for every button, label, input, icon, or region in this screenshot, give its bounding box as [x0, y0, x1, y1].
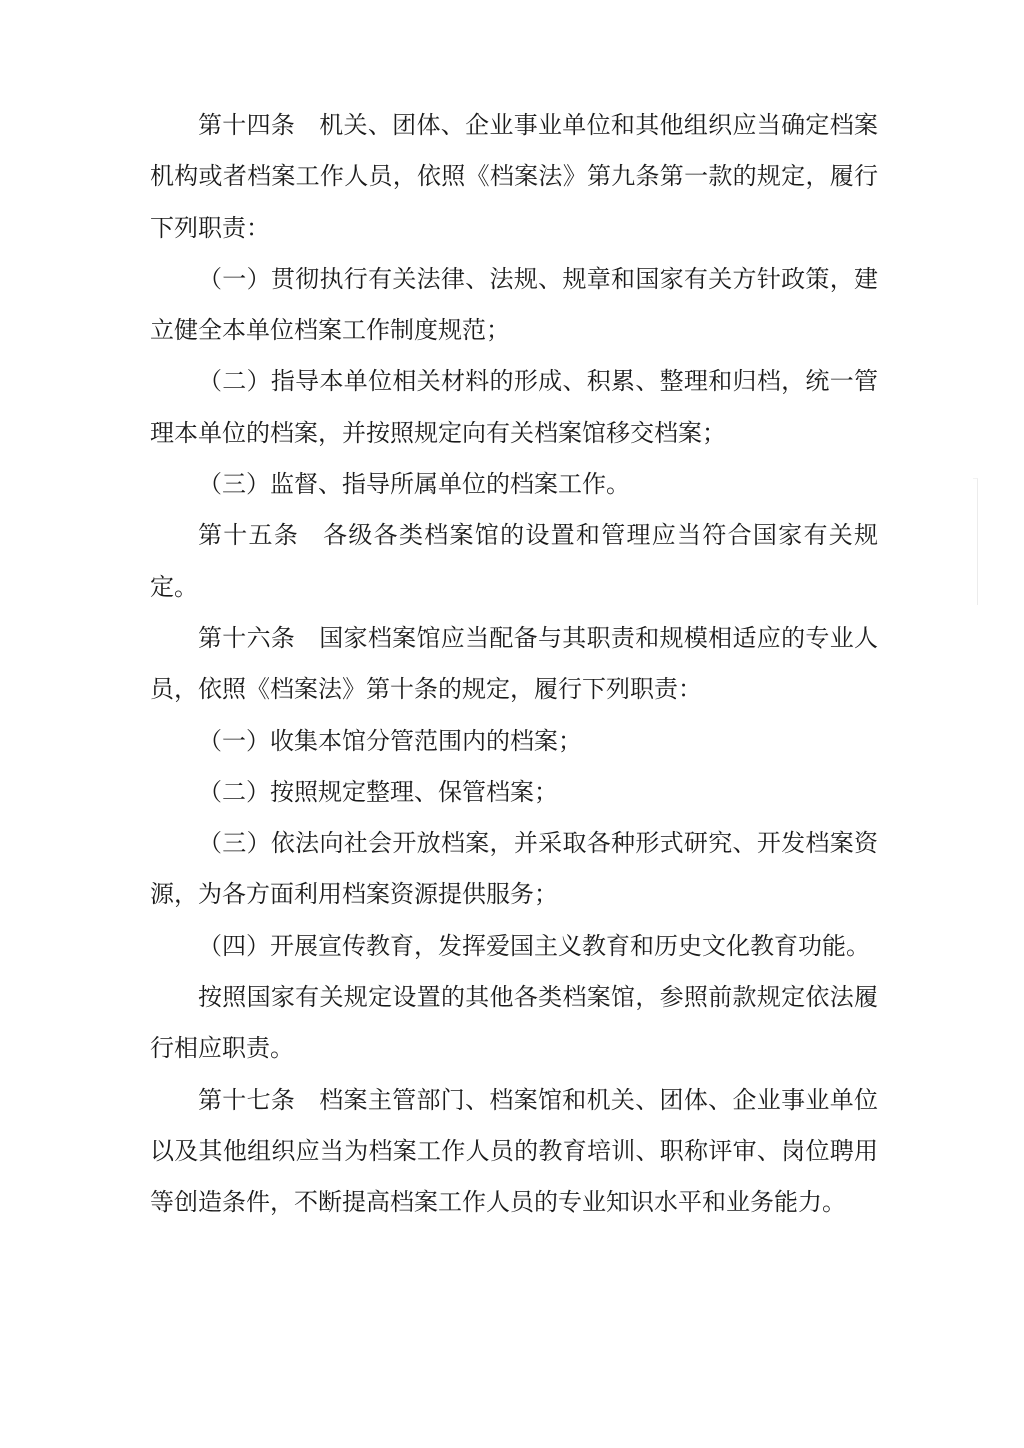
article-14-item-1: （一）贯彻执行有关法律、法规、规章和国家有关方针政策，建立健全本单位档案工作制度规范；	[150, 264, 878, 345]
article-16-text: 国家档案馆应当配备与其职责和规模相适应的专业人员，依照《档案法》第十条的规定，履行下列职责：	[150, 623, 879, 704]
page-edge-mark	[973, 478, 978, 605]
article-14-item-3: （三）监督、指导所属单位的档案工作。	[198, 470, 630, 499]
article-17-text: 档案主管部门、档案馆和机关、团体、企业事业单位以及其他组织应当为档案工作人员的教育培训、职称评审、岗位聘用等创造条件，不断提高档案工作人员的专业知识水平和业务能力。	[150, 1085, 879, 1217]
article-16-item-1: （一）收集本馆分管范围内的档案；	[198, 726, 582, 755]
article-16-item-3: （三）依法向社会开放档案，并采取各种形式研究、开发档案资源，为各方面利用档案资源提供服务；	[150, 829, 878, 909]
article-15-text: 各级各类档案馆的设置和管理应当符合国家有关规定。	[150, 521, 879, 601]
article-16-item-2: （二）按照规定整理、保管档案；	[198, 777, 558, 806]
article-14-item-2: （二）指导本单位相关材料的形成、积累、整理和归档，统一管理本单位的档案，并按照规定向有关档案馆移交档案；	[150, 367, 878, 447]
article-16-heading: 第十六条	[198, 623, 296, 652]
article-17-heading: 第十七条	[198, 1085, 296, 1114]
article-16-paragraph	[150, 613, 878, 716]
article-14-heading: 第十四条	[198, 111, 296, 139]
article-15-heading: 第十五条	[198, 521, 300, 550]
document-body	[150, 100, 878, 1229]
article-14-text: 机关、团体、企业事业单位和其他组织应当确定档案机构或者档案工作人员，依照《档案法》第九条第一款的规定，履行下列职责：	[150, 111, 879, 242]
article-16-item-4: （四）开展宣传教育，发挥爱国主义教育和历史文化教育功能。	[198, 931, 870, 960]
article-15-paragraph	[150, 510, 878, 613]
article-14-paragraph	[150, 100, 878, 254]
article-17-paragraph	[150, 1075, 878, 1229]
article-16-clause-2: 按照国家有关规定设置的其他各类档案馆，参照前款规定依法履行相应职责。	[150, 983, 878, 1063]
